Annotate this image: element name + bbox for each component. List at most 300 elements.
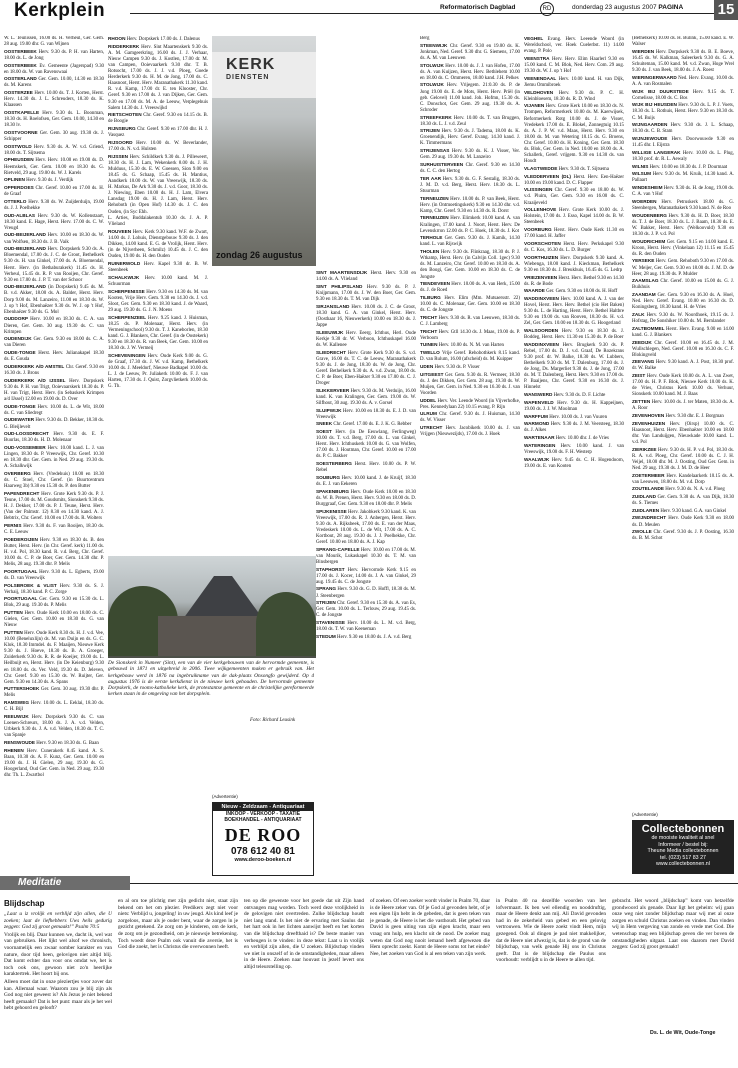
service-place: TWELLO: [420, 350, 440, 356]
meditatie-signature: Ds. L. de Wit, Oude-Tonge: [650, 1030, 716, 1036]
church-body: [158, 616, 268, 656]
service-listing: [4, 537, 104, 568]
service-listing: [420, 398, 520, 411]
service-place: POORTUGAAL: [4, 596, 38, 602]
service-details: Chr. Geref. 9.30 en 17.00 dhr. H. J. Vasquez: [108, 127, 208, 139]
service-place: SCHERPENZEEL: [108, 314, 147, 320]
service-listing: [524, 90, 624, 103]
service-place: VOLLENHOVE: [524, 207, 557, 213]
publication-name: Reformatorisch Dagblad: [440, 4, 516, 11]
service-details: Herv. 9.30 ds. N. A. v.d. Ploeg: [665, 487, 725, 493]
service-details: Herv. Jakobkerk 9.30 kand. K. van Vreeswijk, 17.00 ds. R. J. Anbergen, Herst. Herv. 9.30 ds. A. Rijksbeek, 17.00 ds. E. van der Maas, Vredeskerk 10.00 ds. L. de Wit, 17.00 ds. A. C. Kortbout, 28 aug. 19.30 ds. J. J. Poelhekke, Chr. Geref. 10.00 en 18.00 ds. A. J. Kap: [316, 509, 416, 545]
service-details: Herv. 9.30 kand. A. J. Post, 18.30 prof. dr. W. Balke: [632, 360, 734, 372]
service-place: OOSTERZEE: [4, 90, 33, 96]
service-listing: [316, 408, 416, 421]
service-listing: [632, 171, 734, 184]
service-listing: [524, 414, 624, 421]
service-place: VEENENDAAL: [524, 75, 557, 81]
photo-caption: De Sionskerk in Numeer (Sint), een van de vier kerkgebouwen van de hervormde gemeente, is gebouwd in 1871 en uitgebreid in 2006. Twee wijkgemeenten maken er gebruik van. Het kerkgebouw werd in 1876 na ingebruikname van de dak-plaats Onsongfo gewijderd. Op 4 augustus 1976 is de eerste kerkdienst in de nieuwe kerk gehouden. De hervormde gemeente Dorpskerk, de rooms-katholieke kerk, de protestantse gemeente en de christelijke gereformeerde kerken staan in de omgeving van het dorpsplein.: [108, 660, 314, 698]
service-listing: [632, 150, 734, 163]
service-listing: [524, 457, 624, 470]
service-place: POLSBROEK & VLIST: [4, 582, 57, 588]
service-listing: [524, 174, 624, 187]
service-details: Herv. 9.30 ds. K. J. Visser, Ver. Gem. 29 aug. 19.30 ds. M. Lanzeiro: [420, 149, 520, 161]
service-listing: [316, 567, 416, 586]
service-listing: [4, 740, 104, 747]
service-details: Herv. Kerk 9.30 kand. W.F. de Zwart, 14.00 ds. J. Lohuis, Dienstgebouw 9.30 ds. J. den Dikken, 14.00 kand. E. G. de Vrolijk, Herst. Herv. (in de Nijverheen, Schmilz) 10.45 ds. J. C. den Ouden, 19.00 ds. H. den Ouden: [108, 229, 208, 260]
service-details: Herv. 10.00 ds. N. M. van Harten: [438, 343, 504, 349]
service-place: THOLEN: [420, 249, 440, 255]
service-place: ZWIJNDRECHT: [632, 515, 667, 521]
service-place: WAARDE: [524, 288, 545, 294]
service-place: SPRANG-CAPELLE: [316, 546, 360, 552]
service-listing: [420, 342, 520, 349]
date-text: donderdag 23 augustus 2007: [572, 4, 657, 11]
service-details: Herv. 9.30 en 14.30 ds. M. van Kooten, Vrije Herv. Gem. 9.30 en 14.30 ds. J. v.d. Sloot, Ger. Gem. 9.30 en 18.30 kand. J. de Waard, 29 aug. 19.30 ds. G. J. N. Moens: [108, 289, 208, 313]
church-services-column-1: [4, 36, 104, 874]
service-place: VOORSCHOTEN: [524, 240, 561, 246]
meditatie-quote: „Laat u iz vrolijk en verblijd zijn allen, die U zoeken; laat de liefhebbers Uws heils gedurig zeggen: God zij groot gemaakt!” Psalm 70:5: [4, 911, 112, 931]
service-listing: [316, 634, 416, 641]
service-listing: [4, 714, 104, 739]
service-place: SINT MAARTENSDIJK: [316, 270, 368, 275]
service-details: Ev. Gemeente (Jagerspad) 9.30 en 18.00 ds. W. van Ravenswaai: [4, 63, 104, 75]
service-place: VEENSTRA: [524, 55, 550, 61]
service-details: Herv. Elimkerk 10.00 kand. A. van Kralingen, 17.00 kand. J. Noort, Herst. Herv. De Levenskrron 12.00 ds. P. C. Hoek, 18.30 ds. J. Kot: [420, 216, 520, 234]
service-details: Herv. Cunerakerk 8.45 kand. A. S. Baan, 10.30 ds. A. F. Kunz, Ger. Gem. 10.00 en 19.00 ds. J. H. Gielen, 29 aug. 19.30 ds. G. Hoogerland, Oud Ger. Gem. in Ned. 29 aug. 19.30 dhr. Th. L. Zwartbol: [4, 748, 104, 778]
service-listing: [420, 148, 520, 161]
service-listing: [4, 748, 104, 779]
service-listing: [4, 157, 104, 176]
service-listing: [632, 292, 734, 311]
service-details: Herv. 9.30 ds. P. J. Knijpmann, 17.00 ds. J. W. den Boer, Ger. Gem. 9.30 en 18.30 ds. T. M. van Dijk: [316, 284, 416, 302]
service-place: RIDDERKERK: [108, 43, 140, 49]
service-listing: [632, 373, 734, 398]
service-place: VLAGTWEDDE: [524, 165, 558, 171]
service-listing: [524, 421, 624, 434]
service-place: WAALWIJK: [524, 456, 550, 462]
service-place: WILLIGE LANGERAK: [632, 149, 681, 155]
ad-tagline: Nieuw - Zeldzaam - Antiquariaat: [213, 803, 313, 811]
service-listing: [4, 49, 104, 62]
service-listing: [4, 199, 104, 212]
service-listing: [420, 235, 520, 248]
service-details: Herv. 10.00 en 18.30 ds. E. J. D. van Vreeswijk: [316, 408, 416, 420]
kerkdiensten-sign-photo: [212, 36, 316, 266]
service-details: Herv. Oude Kerk 10.00 ds. A. L. van Zwet, 17.00 ds. H. P. F. Blok, Nieuwe Kerk 10.00 ds. K. de Vries, Christus Kerk 10.00 ds. Verhuur, Sionskerk 10.00 kand. M. J. Baas: [632, 374, 734, 398]
service-details: Herv. (Vredehuis) 10.00 en 18.30 ds. C. Stoel, Chr. Geref. (in Buurtcentrum Haarweg 3b) 9.30 en 15.30 ds. P. den Butter: [4, 471, 104, 490]
church-services-column-6: [632, 36, 734, 816]
service-place: POEDEROIJEN: [4, 536, 38, 542]
service-place: ZALK: [632, 311, 645, 317]
service-details: Herv. 9.45 ds. C. H. Hogendoorn, 19.00 ds. E. van Kooten: [524, 457, 624, 469]
service-place: WIERDEN: [632, 48, 655, 54]
service-details: Herv. 10.00 en 18.30 ds. W. van Wolfsen, 18.30 ds. J. B. Vaik: [4, 233, 104, 245]
photo-credit: Foto: Richard Leusink: [250, 718, 296, 723]
service-details: Herv. Kandelaarkerk 10.15 ds. A. van Leeuwen, 18.00 ds. M. v.d. Dorp: [632, 473, 734, 485]
service-place: PUTTEN: [4, 629, 23, 635]
service-details: Herst. Herv. Een-Haëzer 10.00 en 19.00 kand. D. C. Flapper: [524, 174, 624, 186]
service-listing: [316, 475, 416, 488]
meditatie-column-6: [612, 898, 734, 1022]
service-place: WAPENVELD: [524, 399, 554, 405]
service-listing: [4, 144, 104, 157]
meditatie-paragraph-2: Alleen moet dat in onze pleziertjes voor zover dat kan. Allemaal waar. Waarom zou je blij zijn als God nog niet geweest is? Als Jezus je niet bekend heeft gemaakt? Dat is het punt: maar als je het wel hebt gehoord en gelooft?: [4, 978, 112, 1012]
service-details: Vrije Geref. Rehobothkerk 8.15 kand. D. van Rulum, 16.00 (afscheid) ds. M. Kuipper: [420, 351, 520, 363]
ad2-website-link[interactable]: www.collectebonnen.nl: [656, 861, 710, 867]
service-listing: [632, 494, 734, 507]
service-listing: [4, 471, 104, 490]
service-details: Herv. 9.30 kand. G.A. van Ginkel: [660, 508, 727, 514]
rd-logo-icon: RD: [540, 2, 554, 16]
service-details: Herv. 9.30 ds. J. M. Veersteeg, 18.30 ds. J. Alkes: [524, 422, 624, 434]
service-place: WOUDENBERG: [632, 212, 667, 218]
service-details: Herst. Herv. Bethel 9.30 en 14.30 ds. R. de Bode: [524, 275, 624, 287]
meditatie-column-3: [244, 898, 364, 1064]
service-place: OUDENDIJK: [4, 336, 32, 342]
service-place: PAPENDRECHT: [4, 490, 40, 496]
service-place: RUINERWOLD: [108, 261, 141, 267]
ad2-line-1: de mooiste kwaliteit al snel: [651, 835, 715, 841]
service-listing: [524, 36, 624, 55]
service-listing: [632, 421, 734, 446]
service-details: Herv. 9.30 ds. P. Visser: [434, 364, 480, 370]
service-place: ZWOLLE: [632, 529, 652, 535]
service-details: Chr. Geref. 9.30 en 19.00 ds. K. Jonkman, Ned. Geref. 9.30 dhr. G. Siemens, 17.00 ds. A. M. van Leeuwen: [420, 43, 520, 61]
service-place: WARTENAAR: [524, 435, 555, 441]
service-place: WIJK BIJ DUURSTEDE: [632, 88, 689, 94]
service-details: Herst. Herv. Oude Kerk 11.30 en 17.00 kand. H. Jaffer: [524, 228, 624, 240]
service-listing: [108, 36, 208, 43]
service-place: OVERBERG: [4, 470, 31, 476]
service-listing: [524, 328, 624, 341]
service-place: WINDESHEIM: [632, 185, 663, 190]
service-details: Herv. Dorpskerk 9.30 ds. A. Bloemendal, 17.00 ds. J. C. de Groot, Bethelkerk 9.30 ds. H. van Ginkel, 17.00 ds. A. Bloemendal, Herst. Herv. (in Bethaburakerk) 11.45 ds. H. Verheul, 15.45 ds. R. P. van Rooijen, Chr. Geref. 9.30 en 17.00 ds. J. P. T. van der Schoor: [4, 247, 104, 283]
service-listing: [4, 336, 104, 349]
ad2-line-2: Informeer / bestel bij:: [658, 841, 708, 848]
service-details: Herv. 9.25 kand. J. Huisman, 18.25 ds. P. Molenaar, Herst. Herv. (in Vermeningschool) 9.30 ds. T. J. Kaneborlen, 18.30 kand. G. J. Blankers, Chr. Geref. (in de Oostekerk) 9.30 en 18.30 ds. R. van Beek, Ger. Gem. 10.00 en 18.30 ds. J. W. Vermeij: [108, 315, 208, 352]
service-details: Herst. Herv. 9.30 en 14.00 ds. A. Vlieland: [316, 271, 416, 283]
service-listing: [108, 216, 208, 228]
service-details: Herv. (in De Eeuwlang, Ferlingweg) 10.00 ds. T. v.d. Berg, 17.00 ds. L. van Ginkel, Herst. Herv. Ichthuskerk 10.00 ds. G. van Wolfen, 17.00 ds. J. Houtman, Chr. Geref. 10.00 en 17.00 ds. P. C. Bakker: [316, 430, 416, 460]
service-place: OUDERKERK A/D AMSTEL: [4, 363, 65, 369]
service-details: Herv. Oude Kerk 10.00 en 18.00 ds. C. Gielen, Ger. Gem. 10.00 en 18.30 ds. G. van Nieuw: [4, 611, 104, 629]
service-place: WALSOORDEN: [524, 328, 559, 334]
service-place: UITGEEST: [420, 371, 444, 377]
ad2-title: Collectebonnen: [641, 823, 725, 835]
service-details: L. Arties, Buddaiakentub 10.30 ds. J. A. P. Vlieland: [108, 216, 208, 228]
service-listing: [524, 227, 624, 240]
service-listing: [420, 315, 520, 328]
service-details: Herv. Grote Kerk 9.30 ds. S. v.d. Grave, 16.00 ds. T. C. de Leeuw, Maranathakerk 9.30 ds. J. de Jong, 18.30 ds. W. de Jong, Chr. Geref. Bethelkerk 9.30 ds. A. v.d. Zwan, 18.00 ds. C. P. de Boer, Eben-Haëzer 9.30 en 17.00 ds. C. J. Droger: [316, 350, 416, 386]
service-place: TER AAR: [420, 175, 442, 181]
service-listing: [632, 399, 734, 412]
service-details: Herv. Oude Kerk 9.00 ds. G. de Graaf, 17.30 ds. J. W. v.d. Kamp, Bethelkerk 10.00 ds. J. Meeldorf, Nieuwe Badkapel 10.00 ds. L. J. de Leeuw, Pr. Juliakerk 10.00 ds. F. J. van Harten, 17.30 ds. J. Quist, Zorgvlietkerk 10.00 ds. G. Th.: [108, 353, 208, 390]
service-details: Ger. Gem. 9.30 en 15.30 ds. L. Blok, 29 aug. 19.30 ds. P. Melis: [4, 597, 104, 609]
service-place: ZIERIKZEE: [632, 446, 657, 452]
service-listing: [420, 350, 520, 363]
service-details: Herv. 10.00 en 17.00 ds. M. van Mourik, Lukaskapel 10.30 ds. T. M. van Binsbergen: [316, 547, 416, 565]
service-listing: [524, 342, 624, 392]
service-details: Herv. 10.00 ds. W. Beverlander, 17.00 ds. N. v.d. Hulsten: [108, 140, 208, 152]
service-listing: [420, 372, 520, 397]
service-listing: [108, 112, 208, 125]
page-number: 15: [714, 0, 738, 20]
service-place: ZAANDAM: [632, 292, 656, 298]
service-listing: [4, 76, 104, 89]
service-place: VELDHOVEN: [524, 89, 554, 95]
service-listing: [316, 600, 416, 619]
service-details: Herv. 9.30 ds. H. P. v.d. Pol, 18.30 ds. R. A. v.d. Ploeg, Chr. Geref. 10.00 ds. C. J. H. Veijel, 18.00 dhr. M. J. Oosting, Oud Ger. Gem. in Ned. 29 aug. 19.30 ds. J. M. D. de Heer: [632, 447, 734, 471]
service-place: RIJSOORD: [108, 139, 133, 145]
service-listing: [4, 583, 104, 596]
service-place: OUD-BEIJERLAND: [4, 232, 46, 238]
service-details: Herv. Schildkerk 9.30 ds. J. Pilleweert, 18.30 ds. H. J. Lam, Wekenkerk 8.00 ds. J. H. Mulduus, 15.30 ds. E. W. Goessen, Sion 9.00 en 18.45 ds. G. Schaap, 15.45 ds. H. Mantius, Aandkerk 10.00 ds. W. van Vreeswijk, 18.30 ds. H. Markus, De Ark 9.30 ds. J. v.d. Goor, 18.30 ds. J. Niewing, Eben 10.00 ds. H. J. Lam, Elvera Lansdag 19.00 ds. H. J. Lam, Herst. Herv. Rehoboth (in Open Hof) 14.30 ds. J. C. den Ouden, (in Syc Ehh.: [108, 154, 208, 215]
service-details: Herv. 10.00 kand. J. de Kruijf, 18.30 ds. E. J. van Eekeren: [316, 475, 416, 487]
church-services-column-4: [420, 36, 520, 756]
service-listing: [632, 122, 734, 135]
service-listing: [108, 289, 208, 314]
service-listing: [4, 90, 104, 109]
service-details: Herv. 9.30 ds. L. Boonman, 18.30 ds. H. Roelofsen, Ger. Gem. 10.00, 14.30 en 18.30 lv.: [4, 111, 104, 129]
service-place: OUD-VOSSEMEER: [4, 444, 46, 450]
service-details: Herv. 10.00 kand. J. van Vreeswijk, 19.00 ds. F. H. Westerp: [524, 443, 624, 455]
service-details: Ger. Gem. 30 aug. 19.30 dhr. P. Melis: [4, 687, 104, 699]
service-listing: [632, 185, 734, 198]
service-listing: [420, 63, 520, 82]
service-details: Herv. 10.00 ds. A. van Herk, 15.00 ds. J. de Roed: [420, 282, 520, 294]
service-details: Herv. 10.00 ds. J. van Vuuren: [549, 414, 608, 420]
service-place: RHOON: [108, 36, 126, 41]
service-place: OOSTERBEEK: [4, 48, 37, 54]
ad2-line-3: Theune Media collectebonnen: [647, 848, 719, 854]
service-details: Ger. Gem. 9.30 ds. J. Kamik, 14.30 kand. L. van Rijswijk: [420, 236, 520, 248]
service-details: Ger. Gem. 9.30 ds. R. Vermeer, 18.30 ds. J. des Dikken, Ger. Gem. 28 aug. 19.30 ds. W. Muijen, Ger. Gem. in Ned. 9.30 en 16.30 ds. J. van Voorden: [420, 372, 520, 396]
service-listing: [524, 103, 624, 165]
service-details: Herv. 9.30 ds. A. W. v.d. Griend, 18.00 ds. T. Sijtsema: [4, 144, 104, 156]
service-place: ZUIDLAND: [632, 494, 656, 499]
service-place: SLIEDRECHT: [316, 349, 346, 355]
service-listing: [316, 304, 416, 329]
service-listing: [524, 288, 624, 295]
service-place: TILBURG: [420, 294, 441, 300]
service-listing: [632, 36, 734, 48]
advertisement-label: (Advertentie): [212, 794, 238, 799]
service-listing: [632, 447, 734, 472]
service-listing: [524, 56, 624, 75]
service-place: SOESTERBERG: [316, 461, 352, 467]
service-details: Herv. Grote Kerk 10.00 ds. J. Holstein, 17.00 ds. J. Esso, Kapel 14.00 ds. B. W. Steenbeek: [524, 208, 624, 226]
service-listing: [108, 229, 208, 260]
service-details: Herv. 9.30 ds. J. Tadema, 18.00 ds. K. Groenendijk, Herv. Geref. Evang. 14.30 kand. J. K. Timmermans: [420, 129, 520, 147]
service-place: TRICHT: [420, 328, 438, 334]
service-place: SOUBURG: [316, 474, 340, 480]
service-details: Herv. 9.30 ds. L. Egberts, 19.00 ds. D. van Vreeswijk: [4, 569, 104, 581]
service-details: Herv. Vrijegem. 21:0.30 ds. P. de Jong 19.00 ds. E. de Mots, Herst. Herv. Priël (in geb. Gelovel) 11.00 kand. Joh. Hofmn, 15.30 ds. C. Donschot, Ger. Gem. 29 aug. 19.30 ds. A. Schroder: [420, 83, 520, 113]
service-listing: [108, 261, 208, 274]
meditatie-paragraph-7: gebracht. Het woord „blijdschap” komt van hetzelfde grondwoord als genade. Daar ligt het geheim: wij gaan onze weg niet zonder blijdschap maar wij met al onze zorgen en schuld Christus zoeken en vinden. Dan vinden wij in Hem vergeving van zonde en vrede met God. Die wetenschap mag een blijdschap geven die ver boven de omstandigheden uitgaat. Laat ons daarom met David zeggen: God zij groot gemaakt!: [612, 898, 734, 951]
service-place: SCHERPENISSE: [108, 288, 145, 294]
service-place: ZUIDLAREN: [632, 507, 660, 513]
service-listing: [632, 413, 734, 420]
service-details: (in Dorpskerk) 9.45 ds. M. B. v.d. Akker, 18.00 ds. A. Balder, Herst. Herv. Dorp 9.00 ds. M. Lanzeiro, 11.00 en 18.30 ds. W. J. op 't Hof, Ebenhaëzer 9.30 ds. W. J. op 't Hof, Ebenhaëzer 9.30 ds. G. Mol: [4, 285, 104, 315]
header-rule: [130, 13, 714, 14]
service-place: SCHALKWIJK: [108, 274, 140, 280]
service-place: RIETSCHOTEN: [108, 112, 142, 118]
service-listing: [632, 136, 734, 149]
service-listing: [316, 429, 416, 460]
service-place: RHENEN: [4, 747, 24, 753]
service-details: Herv. 9.30 en 18.00 ds. J. A. v.d. Berg: [337, 634, 412, 640]
meditatie-column-1: [4, 898, 112, 1064]
church-photo: [108, 556, 316, 658]
service-place: WANSWERD: [524, 392, 553, 398]
service-details: (Bethelkerk) 10.00 ds. H. Bulink, 15.00 kand. E. W. Walser: [632, 36, 734, 48]
service-listing: [420, 329, 520, 342]
service-place: SINT PHILIPSLAND: [316, 283, 363, 289]
service-place: STOLWIJK: [420, 62, 444, 68]
service-details: Evang. Herv. Leeende Woord (in Wereldschool, ver. Hoek Cuelerbst. 11) 14.00 evang. P. Polo: [524, 37, 624, 55]
service-listing: [632, 199, 734, 212]
meditatie-paragraph-4: ten op die gewenste voor het goede dat uit Zijn hand ontvangen mag worden. Toch werd deze vrolijkheid in de gelovigen niet overtreden. Zulke blijdschap houdt niet lang stand. Is het niet de ervaring met Saulus dat het hart ook in het lichten aanwijst heeft en het korten van die blijdschap dreefthaid is? De beste manier van verheugen is te vinden: in deze tekst: Laat u in vrolijk en verblijd zijn allen, die U zoeken. Blijdschap vinden we niet in onszelf of in de omstandigheden, maar alleen in de Heere. Zoeken naar houvast in jezelf levert ons altijd teleurstelling op.: [244, 898, 364, 970]
service-listing: [316, 388, 416, 407]
sign-kerk-text: KERK: [226, 56, 276, 73]
service-listing: [632, 278, 734, 291]
service-place: ZEVENHOVEN: [632, 412, 665, 418]
service-place: SPIJKENISSE: [316, 508, 347, 514]
service-details: Herv. 10.00 en 18.30 ds. J. P. Dourmaat: [649, 164, 728, 170]
ad2-line-4: tel. (023) 517 83 27: [660, 854, 706, 861]
service-listing: [420, 281, 520, 294]
service-listing: [316, 620, 416, 633]
service-listing: [4, 232, 104, 245]
service-details: Herv. 10.00 ds. J. J. van Hofen, 17.00 ds. A. van Kuijzen, Herst. Herv. Bethlehem 10.00 en 18.00 ds. C. Ommeren, 18.00 kand. J.H. Pelkes: [420, 63, 520, 81]
service-listing: [632, 508, 734, 515]
service-details: Herv. Jacobikerk 10.00 ds. J. van Vrijgen (Nieuwezijds), 17.00 ds. J. Hoek: [420, 426, 520, 438]
service-place: TERHOLE: [420, 235, 443, 241]
service-place: VRIEZENVEEN: [524, 274, 558, 280]
service-listing: [4, 523, 104, 536]
service-details: Herv. 10.00 dhr. J. de Vries: [555, 436, 609, 442]
service-details: Herv. 10.00 kand. A. J. van der Hovel, Herst. Herv. Herv. Bethel (cio Het Baken) 9.30 ds. L. de Harting, Herst. Herv. Bethel Haltbre 9.30 en 19.00 ds. van Rooven, 18.30 ds. H. v.d. Zel, Ger. Gem. 10.00 en 18.30 ds. G. Hoogerland: [524, 296, 624, 327]
page-header: [0, 0, 738, 24]
service-listing: [420, 162, 520, 175]
service-place: TERNEUZEN: [420, 215, 449, 221]
service-place: OTTERLO: [4, 198, 27, 204]
service-place: ZOUTELANDE: [632, 486, 665, 492]
service-listing: [524, 275, 624, 288]
service-listing: [316, 489, 416, 508]
service-details: Herv. Brugkerk 9.30 ds. P. Rebel, 17.00 ds. D. J. v.d. Graaf, De Rozekrans 9.30 prof. dr. W. Balke, 18.30 ds. W. Lubbers, Bethelkerk 9.30 ds. M. T. Dalenburg, 17.00 ds. J. de Jong, Ds. Margerliet 9.30 ds. J. de Jong, 17.00 ds. M. T. Dalenberg, Herst. Herv. 9.30 en 17.00 ds. P. Baaijens, Chr. Geref. 9.30 en 16.30 ds. J. Hinnelst: [524, 342, 624, 391]
service-listing: [524, 443, 624, 456]
collectebonnen-advertisement[interactable]: [632, 820, 734, 874]
service-listing: [632, 164, 734, 171]
church-services-column-3: [316, 270, 416, 790]
meditatie-paragraph-1: Vrolijk en blij. Daar kunnen we, dacht ik, wel wat van gebruiken. Het lijkt wel alsof we chronisch, voornamelijk een zwaar somber karakter en van nature, door tijd heen, gelovigen niet altijd blij. Dat komt echter dan voor ons omdat we, het is toch ook ons, gewoon niet zo'n heerlijke karaktertrek. Het hoort bij ons.: [4, 931, 112, 978]
service-place: VEGHEL: [524, 36, 544, 41]
service-details: Herv. 9.30 ds. J. L. Schaap, 18.30 ds. C. B. Stam: [632, 123, 734, 135]
service-details: Herv. Dorpskerk 9.30 kand. A. Wiebenga, 18.00 kand. J. Kieckman, Bethelkerk 9.30 en 18.30 ds. J. Breukhuis, 16.45 ds. G. Ledrp: [524, 255, 624, 273]
service-place: STRIJEN: [420, 128, 440, 134]
service-details: Herv. Gem. Rehoboth 9.30 en 17.00 ds. W. Meijer, Ger. Gem. 9.30 en 18.00 ds. J. M. D. de Heer, 28 aug. 19.30 ds. P. Mulder: [632, 259, 734, 277]
service-details: Herv. 9.30 ds. M. Verduijn, 16.00 kand. K. van Kralingen, Ger. Gem. 19.00 ds. W. Silfhout, 30 aug. 19.30 ds. A. v. Gorsel: [316, 388, 416, 406]
service-place: STREEFKERK: [420, 114, 452, 120]
de-roo-advertisement[interactable]: [212, 802, 314, 876]
service-place: UDEN: [420, 363, 434, 369]
service-listing: [524, 207, 624, 226]
service-listing: [4, 630, 104, 686]
service-place: OUDE-TONGE: [4, 403, 36, 409]
service-listing: [316, 270, 416, 283]
service-place: ZEVENHUIZEN: [632, 420, 666, 426]
service-listing: [632, 326, 734, 339]
service-place: PERNIS: [4, 522, 22, 528]
service-listing: [316, 421, 416, 428]
service-listing: [4, 185, 104, 198]
service-place: STAVENISSE: [316, 620, 345, 626]
service-place: TIENDEVEEN: [420, 281, 450, 287]
service-details: Chr. Geref. 9.30 en 14.30 ds. C. C. den Hertog: [420, 162, 520, 175]
service-place: WATERINGEN: [524, 442, 556, 448]
service-place: OOSTWOLD: [4, 143, 32, 149]
meditatie-column-5: [496, 898, 606, 1064]
service-place: TUINEN: [420, 342, 438, 348]
service-details: Chr. Geref. 10.00 en 17.00 ds. H. de Graaf: [4, 186, 104, 198]
service-place: WOERDEN: [632, 198, 657, 204]
service-details: Herv. 10.00 ds. T. J. Korten, Herst. Herv. 14.30 ds. J. L. Schreuders, 18.30 ds. K. Klaassen: [4, 91, 104, 109]
service-details: Herst. Herv. Julianakapel 18.30 ds. E. Gouda: [4, 351, 104, 363]
service-listing: [420, 215, 520, 234]
service-listing: [4, 213, 104, 232]
service-details: Herv. 10.00 ds. J. ter Maten, 18.30 ds. A. A. Roor: [632, 400, 734, 412]
service-listing: [4, 596, 104, 609]
service-details: Herst. Herv. Perkskapel 9.30 ds. C. Kos, 16.30 ds. L. D. Burger: [524, 241, 624, 253]
service-details: Herv. Petruskerk 18.00 ds. G. Steenbergen, Maranathakerk 9.30 kand. N. de Roo: [632, 199, 734, 211]
service-listing: [316, 547, 416, 566]
service-listing: [316, 284, 416, 303]
service-listing: [632, 258, 734, 277]
service-place: WILNIS: [632, 163, 649, 169]
service-listing: [4, 569, 104, 582]
service-place: STOLWIJK: [420, 82, 444, 88]
service-listing: [524, 296, 624, 327]
service-listing: [632, 340, 734, 359]
service-details: Herv. 9.30 en 18.30 ds. B. den Butter, Herst. Herv. (in Chr. Geref. kerk) 11.00 ds. H. v.d. Pol, 18.30 kand. R. v.d. Berg, Chr. Geref. 10.00 ds. C. P. de Boer, Ger. Gem. 14.30 dhr. P. Melis, 28 aug. 19.30 dhr. P. Melis: [4, 537, 104, 568]
service-listing: [420, 43, 520, 62]
service-listing: [420, 364, 520, 371]
service-details: Herv. 9.30 ds. F. van Rooijen, 18.30 ds. C. E. Leeuw: [4, 523, 104, 535]
meditatie-rule: [130, 883, 738, 884]
service-listing: [632, 75, 734, 88]
service-place: SLIKKERVEER: [316, 387, 350, 393]
service-details: Herv. Eeerg. Ichthus, Herl. Oude Kerkje 9.30 dr. W. Verboon, Ichthuskapel 16.00 ds. W. Kallenee: [316, 330, 416, 348]
service-place: OOSTVOORNE: [4, 129, 38, 135]
service-listing: [632, 89, 734, 102]
service-place: YERSEKE: [632, 258, 655, 264]
tree-right: [256, 592, 316, 656]
church-services-column-5: [524, 36, 624, 816]
service-details: Herv. 9.15 ds. T. Cornelisse, 18.00 ds. C. Bos: [632, 89, 734, 101]
service-details: Herv. Doorwouwde 9.30 en 11.45 dhr. I. Eijstra: [632, 136, 734, 149]
service-details: Herv. Dorpskerk 9.30 ds. B. E. Boeve, 16.45 ds. W. Kalkman, Saleerkerk 9.30 ds. G. A. Schuiteman, 15.00 kand. M. v.d. Zwan, Hoge Wrel 9.30 ds. J. van Beek, 18.00 ds. J. A. Roest: [632, 49, 734, 74]
service-listing: [316, 461, 416, 474]
service-place: REEUWIJK: [4, 713, 29, 719]
service-details: Herv. 9.30 ds. W. Zuijderduijn, 19.00 ds. J. J. Poelhekke: [4, 199, 104, 211]
service-place: STRIJEN: [316, 600, 336, 606]
service-listing: [4, 177, 104, 184]
ad-website-link[interactable]: www.deroo-boeken.nl: [234, 857, 292, 863]
service-place: OPLINEN: [4, 177, 25, 183]
